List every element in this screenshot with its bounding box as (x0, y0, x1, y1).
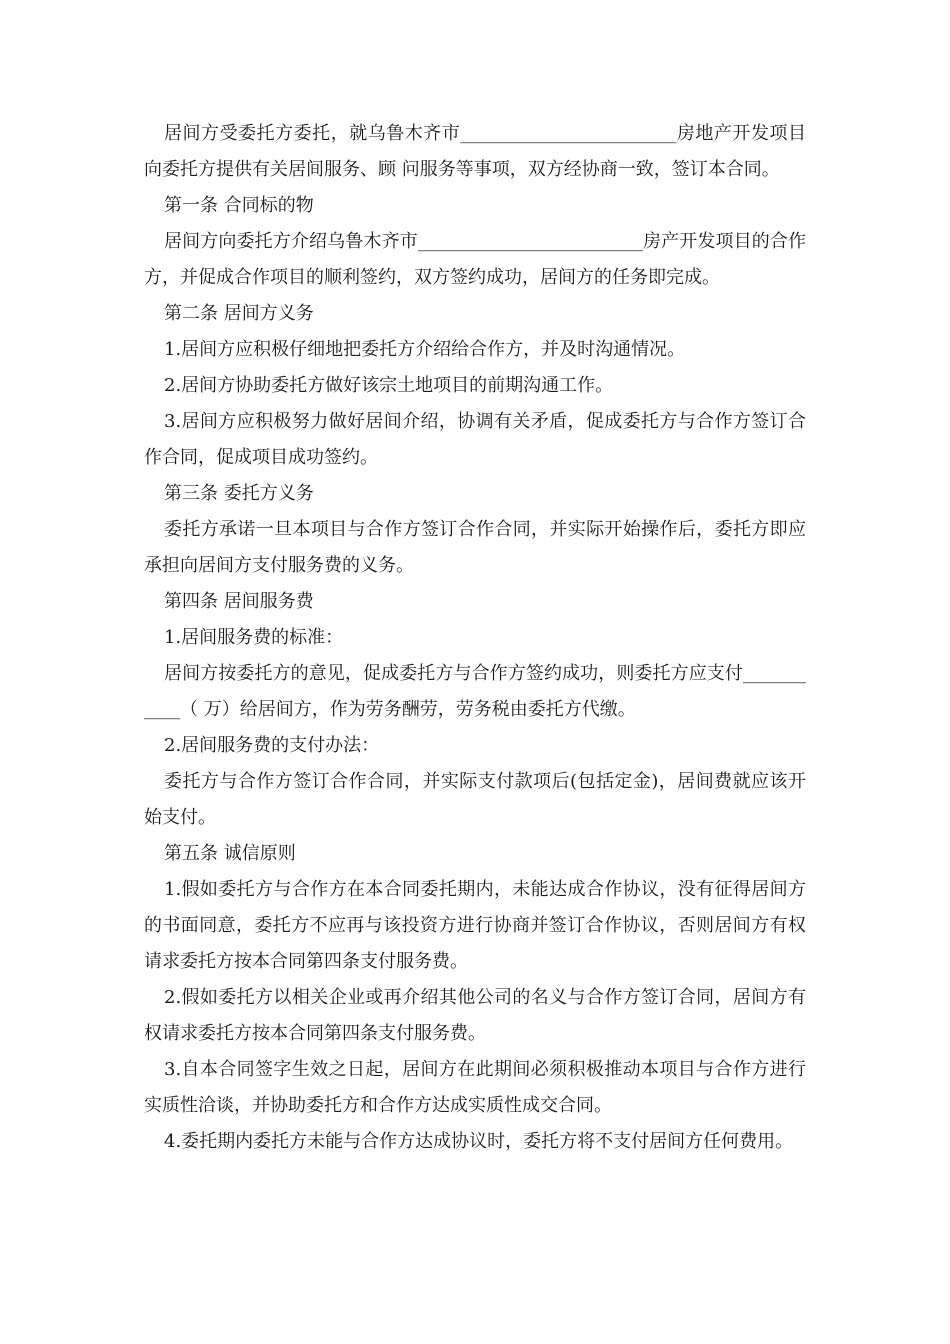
article-4-item-2-text: 委托方与合作方签订合作合同，并实际支付款项后(包括定金)，居间费就应该开始支付。 (144, 771, 806, 828)
article-4-item-2: 2.居间服务费的支付办法： (164, 735, 380, 756)
article-4-item-1-text: 居间方按委托方的意见，促成委托方与合作方签约成功，则委托方应支付___________（ 万）给居间方，作为劳务酬劳，劳务税由委托方代缴。 (144, 663, 806, 720)
article-5-item-1: 1.假如委托方与合作方在本合同委托期内，未能达成合作协议，没有征得居间方的书面同意，委托方不应再与该投资方进行协商并签订合作协议，否则居间方有权请求委托方按本合同第四条支付服务费。 (144, 879, 806, 972)
article-5-item-2: 2.假如委托方以相关企业或再介绍其他公司的名义与合作方签订合同，居间方有权请求委托方按本合同第四条支付服务费。 (144, 987, 806, 1044)
article-5-item-3: 3.自本合同签字生效之日起，居间方在此期间必须积极推动本项目与合作方进行实质性洽谈，并协助委托方和合作方达成实质性成交合同。 (144, 1059, 806, 1116)
article-2-item-1: 1.居间方应积极仔细地把委托方介绍给合作方，并及时沟通情况。 (164, 339, 686, 360)
article-3-text: 委托方承诺一旦本项目与合作方签订合作合同，并实际开始操作后，委托方即应承担向居间方支付服务费的义务。 (144, 519, 806, 576)
article-5-heading: 第五条 诚信原则 (164, 843, 296, 864)
article-4-item-1: 1.居间服务费的标准： (164, 627, 344, 648)
article-4-heading: 第四条 居间服务费 (164, 591, 314, 612)
article-2-item-2: 2.居间方协助委托方做好该宗土地项目的前期沟通工作。 (164, 375, 614, 396)
document-body (144, 116, 806, 1160)
article-1-heading: 第一条 合同标的物 (164, 195, 314, 216)
article-2-heading: 第二条 居间方义务 (164, 303, 314, 324)
intro-paragraph: 居间方受委托方委托，就乌鲁木齐市________________________房地产开发项目向委托方提供有关居间服务、顾 问服务等事项，双方经协商一致，签订本合同。 (144, 123, 806, 180)
article-3-heading: 第三条 委托方义务 (164, 483, 314, 504)
article-1-text: 居间方向委托方介绍乌鲁木齐市_________________________房产开发项目的合作方，并促成合作项目的顺利签约，双方签约成功，居间方的任务即完成。 (144, 231, 806, 288)
article-2-item-3: 3.居间方应积极努力做好居间介绍，协调有关矛盾，促成委托方与合作方签订合作合同，促成项目成功签约。 (144, 411, 806, 468)
article-5-item-4: 4.委托期内委托方未能与合作方达成协议时，委托方将不支付居间方任何费用。 (164, 1131, 794, 1152)
